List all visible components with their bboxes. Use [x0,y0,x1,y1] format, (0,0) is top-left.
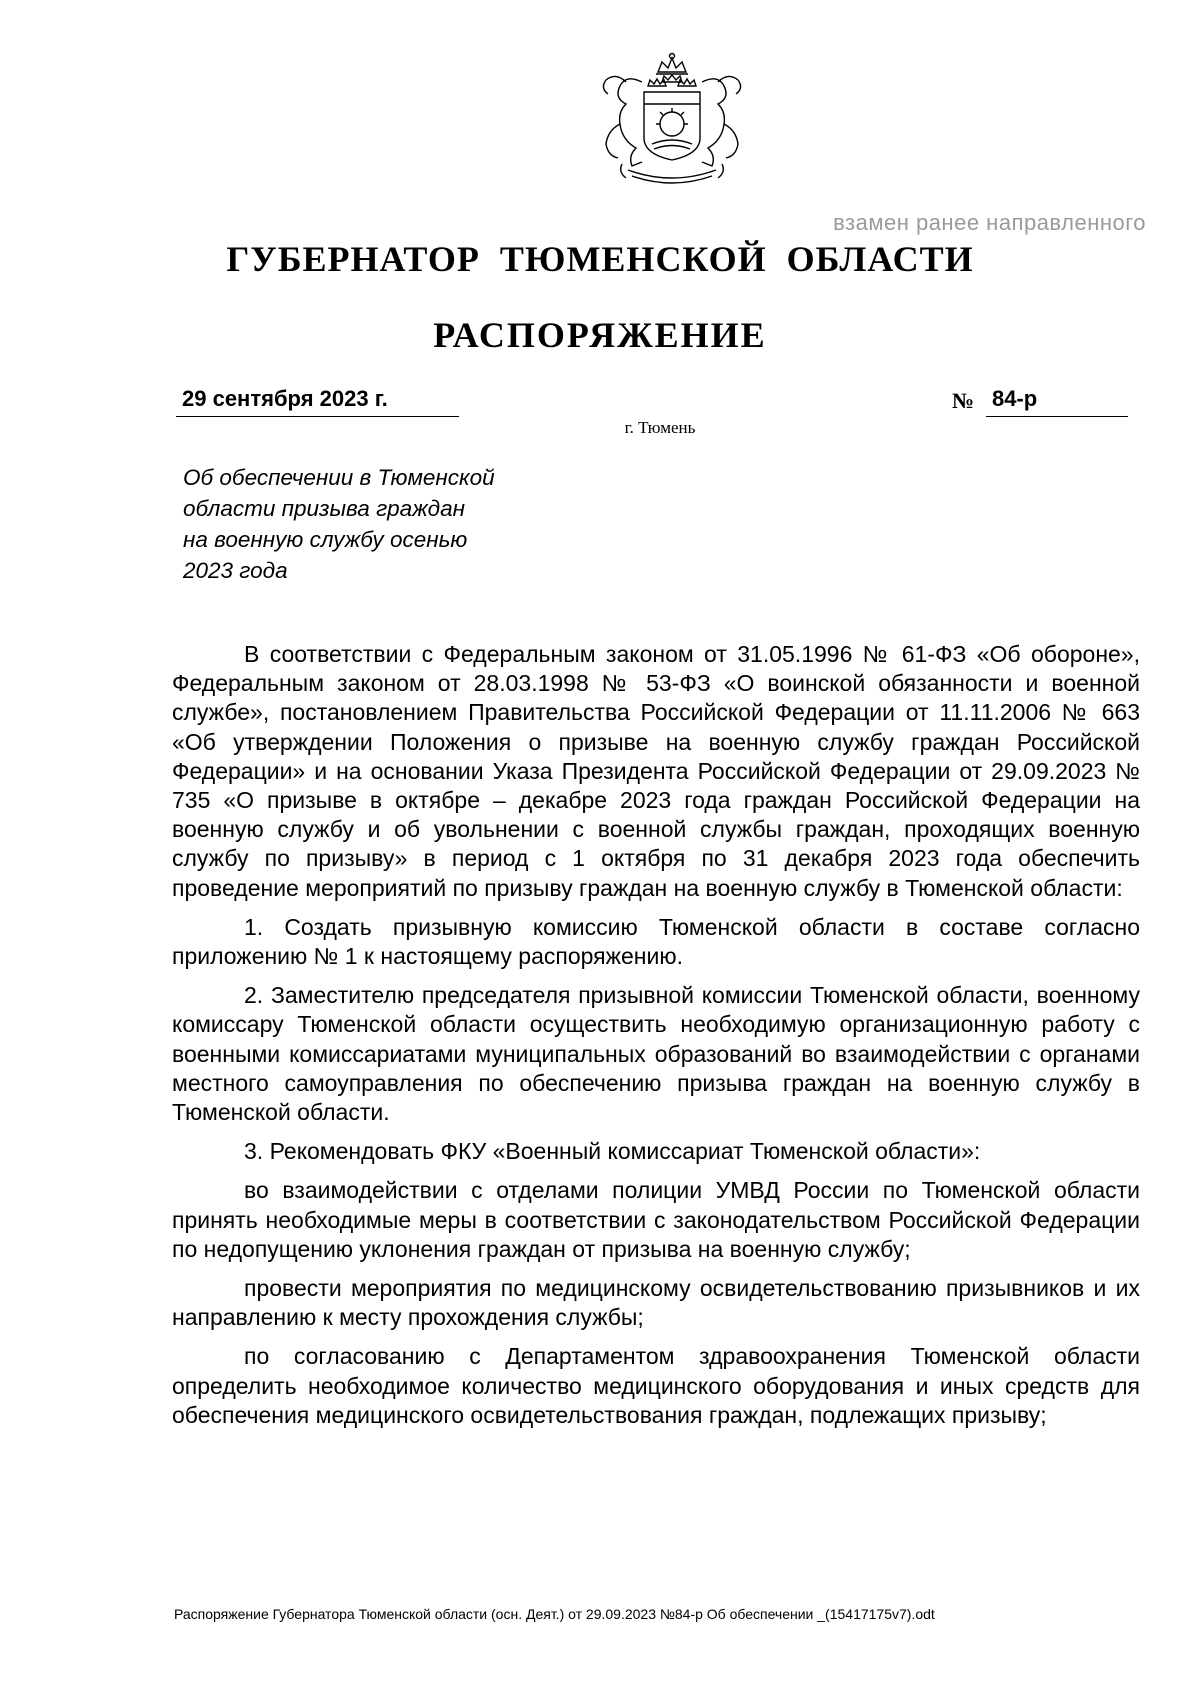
document-type: РАСПОРЯЖЕНИЕ [433,315,767,355]
paragraph-preamble: В соответствии с Федеральным законом от 31.05.1996 № 61-ФЗ «Об обороне», Федеральным законом от 28.03.1998 № 53-ФЗ «О воинской обязанности и военной службе», постановлением Правительства Российской Федерации от 11.11.2006 № 663 «Об утверждении Положения о призыве на военную службу граждан Российской Федерации» и на основании Указа Президента Российской Федерации от 29.09.2023 № 735 «О призыве в октябре – декабре 2023 года граждан Российской Федерации на военную службу и об увольнении с военной службы граждан, проходящих военную службу по призыву» в период с 1 октября по 31 декабря 2023 года обеспечить проведение мероприятий по призыву граждан на военную службу в Тюменской области: [172,641,1140,901]
subject-line: на военную службу осенью [183,527,468,552]
date-field [176,386,459,417]
document-date: 29 сентября 2023 г. [182,386,388,411]
number-label: № [952,388,975,413]
subject-line: Об обеспечении в Тюменской [183,465,495,490]
paragraph-item-3-sub-1: во взаимодействии с отделами полиции УМВД России по Тюменской области принять необходимые меры в соответствии с законодательством Российской Федерации по недопущению уклонения граждан от призыва на военную службу; [172,1177,1140,1262]
page-footer: Распоряжение Губернатора Тюменской области (осн. Деят.) от 29.09.2023 №84-р Об обеспечении _(15417175v7).odt [174,1606,935,1622]
paragraph-item-3-sub-2: провести мероприятия по медицинскому освидетельствованию призывников и их направлению к месту прохождения службы; [172,1275,1140,1331]
paragraph-item-3: 3. Рекомендовать ФКУ «Военный комиссариат Тюменской области»: [244,1138,981,1165]
document-body [172,640,1140,1440]
authority-title: ГУБЕРНАТОР ТЮМЕНСКОЙ ОБЛАСТИ [226,239,974,279]
subject-line: области призыва граждан [183,496,466,521]
document-number: 84-р [992,386,1038,411]
paragraph-item-1: 1. Создать призывную комиссию Тюменской области в составе согласно приложению № 1 к настоящему распоряжению. [172,913,1140,970]
stamp-note: взамен ранее направленного [833,210,1146,235]
paragraph-item-2: 2. Заместителю председателя призывной комиссии Тюменской области, военному комиссару Тюменской области осуществить необходимую организационную работу с военными комиссариатами муниципальных образований во взаимодействии с органами местного самоуправления по обеспечению призыва граждан на военную службу в Тюменской области. [172,982,1140,1126]
coat-of-arms-icon [592,52,752,190]
document-subject [183,462,583,586]
city-label: г. Тюмень [624,418,696,437]
subject-line: 2023 года [183,558,288,583]
paragraph-item-3-sub-3: по согласованию с Департаментом здравоохранения Тюменской области определить необходимое количество медицинского оборудования и иных средств для обеспечения медицинского освидетельствования граждан, подлежащих призыву; [172,1343,1140,1428]
number-field [986,386,1128,417]
